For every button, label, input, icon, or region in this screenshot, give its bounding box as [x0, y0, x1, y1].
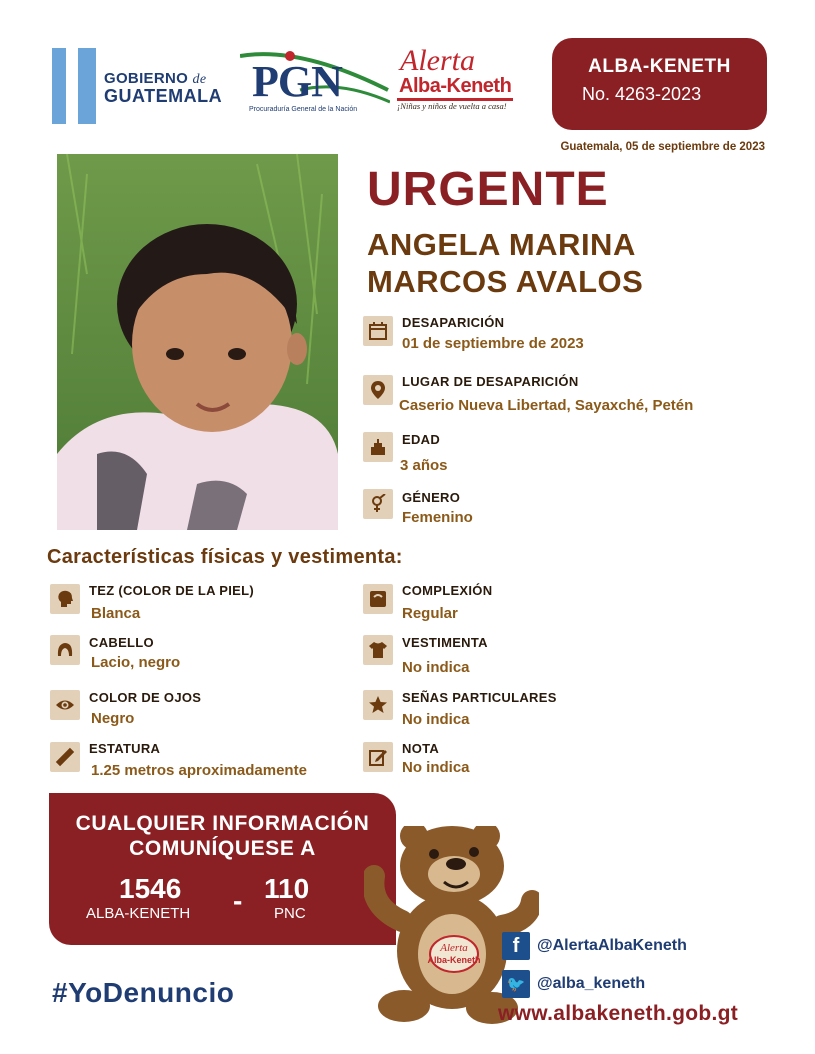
hair-icon — [50, 635, 80, 665]
hair-value: Lacio, negro — [91, 654, 181, 671]
disappearance-place-label: LUGAR DE DESAPARICIÓN — [402, 374, 579, 389]
alerta-logo-name: Alba-Keneth — [397, 75, 513, 101]
distinguishing-marks-label: SEÑAS PARTICULARES — [402, 690, 557, 705]
disappearance-place-value: Caserio Nueva Libertad, Sayaxché, Petén — [399, 397, 694, 414]
person-name-line1: ANGELA MARINA — [367, 227, 636, 262]
case-title: ALBA-KENETH — [588, 56, 731, 77]
gobierno-de-word: de — [192, 72, 207, 87]
website-link[interactable]: www.albakeneth.gob.gt — [498, 1002, 739, 1025]
gender-icon — [363, 489, 393, 519]
phone-separator: - — [233, 885, 243, 916]
case-number: No. 4263-2023 — [582, 84, 702, 104]
hashtag-yodenuncio: #YoDenuncio — [52, 977, 235, 1008]
issue-date: Guatemala, 05 de septiembre de 2023 — [560, 141, 765, 153]
head-profile-icon — [50, 584, 80, 614]
height-value: 1.25 metros aproximadamente — [91, 762, 307, 779]
bear-badge-line1: Alerta — [440, 942, 468, 954]
distinguishing-marks-value: No indica — [402, 711, 470, 728]
disappearance-date-value: 01 de septiembre de 2023 — [402, 335, 584, 352]
pnc-phone-number[interactable]: 110 — [264, 873, 310, 904]
case-number-box — [552, 38, 767, 130]
age-value: 3 años — [400, 457, 448, 474]
age-label: EDAD — [402, 432, 441, 447]
gobierno-logo-bars — [52, 48, 96, 124]
location-pin-icon — [363, 375, 393, 405]
gender-label: GÉNERO — [402, 490, 461, 505]
tshirt-icon — [363, 635, 393, 665]
scale-icon — [363, 584, 393, 614]
clothing-label: VESTIMENTA — [402, 635, 488, 650]
eye-icon — [50, 690, 80, 720]
disappearance-date-label: DESAPARICIÓN — [402, 315, 505, 330]
ruler-icon — [50, 742, 80, 772]
eye-color-value: Negro — [91, 710, 135, 727]
contact-info-box — [49, 793, 396, 945]
pnc-phone-label: PNC — [274, 905, 306, 922]
facebook-icon[interactable]: f — [502, 932, 530, 960]
star-icon — [363, 690, 393, 720]
alerta-logo-word: Alerta — [400, 44, 475, 77]
twitter-icon[interactable]: 🐦 — [502, 970, 530, 998]
gender-value: Femenino — [402, 509, 473, 526]
build-value: Regular — [402, 605, 458, 622]
contact-line2: COMUNÍQUESE A — [129, 837, 316, 860]
pgn-logo-subtitle: Procuraduría General de la Nación — [249, 106, 358, 113]
alba-keneth-phone-number[interactable]: 1546 — [119, 873, 182, 904]
bear-badge-line2: Alba-Keneth — [427, 955, 481, 965]
build-label: COMPLEXIÓN — [402, 583, 493, 598]
contact-line1: CUALQUIER INFORMACIÓN — [75, 812, 370, 835]
pgn-logo-letters: PGN — [252, 57, 342, 106]
skin-tone-label: TEZ (COLOR DE LA PIEL) — [89, 583, 254, 598]
urgent-heading: URGENTE — [367, 163, 609, 216]
clothing-value: No indica — [402, 659, 470, 676]
skin-tone-value: Blanca — [91, 605, 141, 622]
birthday-cake-icon — [363, 432, 393, 462]
note-edit-icon — [363, 742, 393, 772]
height-label: ESTATURA — [89, 741, 161, 756]
person-name-line2: MARCOS AVALOS — [367, 264, 644, 299]
alerta-logo-tagline: ¡Niñas y niños de vuelta a casa! — [397, 101, 507, 111]
characteristics-title: Características físicas y vestimenta: — [47, 546, 403, 568]
note-label: NOTA — [402, 741, 440, 756]
missing-child-photo — [57, 154, 338, 530]
facebook-handle[interactable]: @AlertaAlbaKeneth — [537, 937, 687, 954]
gobierno-word: GOBIERNO — [104, 70, 189, 87]
hair-label: CABELLO — [89, 635, 154, 650]
note-value: No indica — [402, 759, 470, 776]
alba-keneth-phone-label: ALBA-KENETH — [86, 905, 191, 922]
calendar-icon — [363, 316, 393, 346]
twitter-handle[interactable]: @alba_keneth — [537, 975, 646, 992]
eye-color-label: COLOR DE OJOS — [89, 690, 202, 705]
gobierno-logo-line2: GUATEMALA — [104, 86, 223, 106]
